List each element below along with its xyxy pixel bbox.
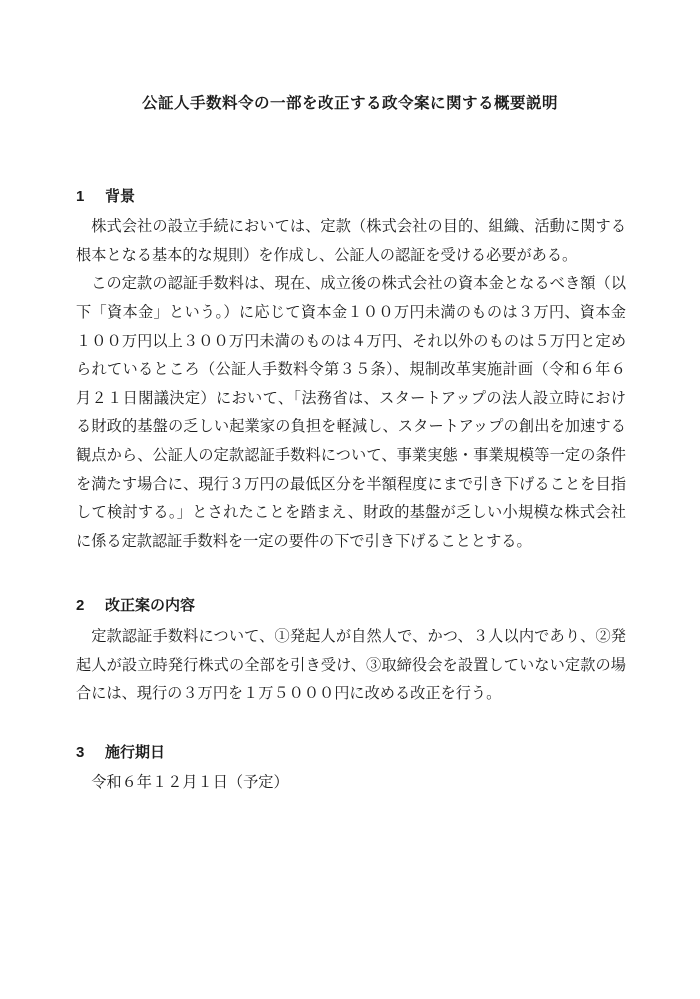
section-amendment-heading	[76, 592, 626, 621]
amendment-paragraph-1: 定款認証手数料について、①発起人が自然人で、かつ、３人以内であり、②発起人が設立時発行株式の全部を引き受け、③取締役会を設置していない定款の場合には、現行の３万円を１万５０００円に改める改正を行う。	[76, 627, 626, 703]
section-effective-date-number: 3	[76, 743, 85, 761]
effective-date-paragraph: 令和６年１２月１日（予定）	[91, 774, 289, 792]
section-background	[76, 183, 626, 557]
document-body	[76, 183, 626, 798]
section-background-number: 1	[76, 187, 85, 205]
section-amendment-content	[76, 592, 626, 708]
section-background-heading	[76, 183, 626, 212]
section-amendment-label: 改正案の内容	[105, 597, 196, 615]
section-background-label: 背景	[105, 187, 136, 205]
background-paragraph-2: この定款の認証手数料は、現在、成立後の株式会社の資本金となるべき額（以下「資本金」という。）に応じて資本金１００万円未満のものは３万円、資本金１００万円以上３００万円未満のものは４万円、それ以外のものは５万円と定められているところ（公証人手数料令第３５条）、規制改革実施計画（令和６年６月２１日閣議決定）において、「法務省は、スタートアップの法人設立時における財政的基盤の乏しい起業家の負担を軽減し、スタートアップの創出を加速する観点から、公証人の定款認証手数料について、事業実態・事業規模等一定の条件を満たす場合に、現行３万円の最低区分を半額程度にまで引き下げることを目指して検討する。」とされたことを踏まえ、財政的基盤が乏しい小規模な株式会社に係る定款認証手数料を一定の要件の下で引き下げることとする。	[76, 275, 626, 550]
section-amendment-number: 2	[76, 597, 85, 615]
background-paragraph-1: 株式会社の設立手続においては、定款（株式会社の目的、組織、活動に関する根本となる基本的な規則）を作成し、公証人の認証を受ける必要がある。	[76, 218, 626, 264]
section-effective-date-heading	[76, 739, 626, 768]
document-title: 公証人手数料令の一部を改正する政令案に関する概要説明	[141, 95, 558, 112]
section-effective-date-label: 施行期日	[105, 743, 166, 761]
section-effective-date	[76, 739, 626, 798]
